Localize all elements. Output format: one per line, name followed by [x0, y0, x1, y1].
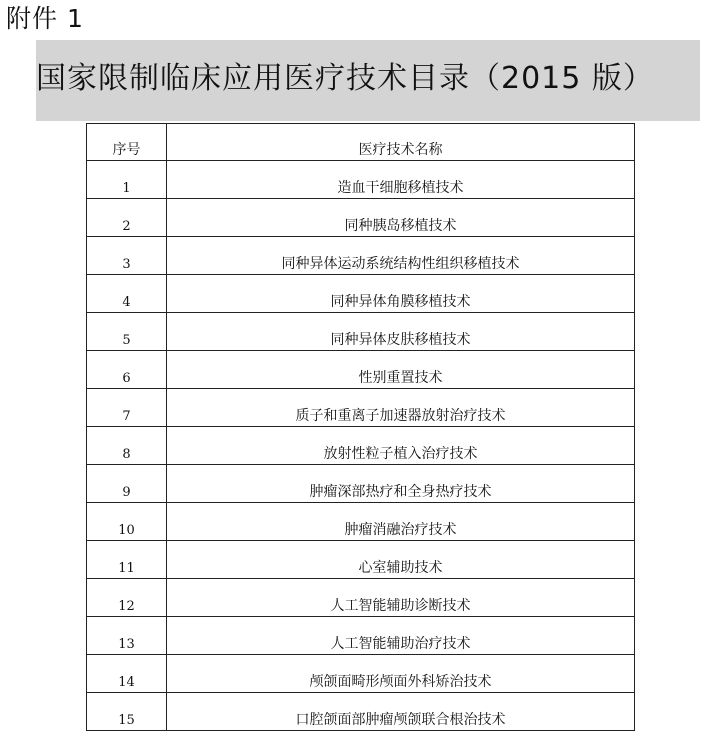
row-number: 10 — [87, 503, 167, 541]
row-technology-name: 颅颌面畸形颅面外科矫治技术 — [167, 655, 635, 693]
row-technology-name: 心室辅助技术 — [167, 541, 635, 579]
table-row — [87, 275, 635, 313]
row-technology-name: 性别重置技术 — [167, 351, 635, 389]
table-row — [87, 161, 635, 199]
table-row — [87, 199, 635, 237]
row-number: 13 — [87, 617, 167, 655]
table-row — [87, 351, 635, 389]
table-row — [87, 617, 635, 655]
row-number: 14 — [87, 655, 167, 693]
table-row — [87, 541, 635, 579]
table-row — [87, 237, 635, 275]
table-row — [87, 427, 635, 465]
attachment-label: 附件 1 — [6, 4, 84, 33]
row-number: 15 — [87, 693, 167, 731]
row-number: 3 — [87, 237, 167, 275]
row-number: 2 — [87, 199, 167, 237]
table-row — [87, 503, 635, 541]
row-technology-name: 造血干细胞移植技术 — [167, 161, 635, 199]
row-number: 5 — [87, 313, 167, 351]
document-title: 国家限制临床应用医疗技术目录（2015 版） — [36, 61, 654, 96]
table-row — [87, 389, 635, 427]
row-number: 11 — [87, 541, 167, 579]
row-technology-name: 肿瘤深部热疗和全身热疗技术 — [167, 465, 635, 503]
table-row — [87, 465, 635, 503]
technology-catalog-table — [86, 123, 635, 731]
header-serial-number: 序号 — [87, 124, 167, 161]
row-technology-name: 同种异体运动系统结构性组织移植技术 — [167, 237, 635, 275]
row-technology-name: 同种异体角膜移植技术 — [167, 275, 635, 313]
table-row — [87, 655, 635, 693]
row-technology-name: 人工智能辅助诊断技术 — [167, 579, 635, 617]
row-technology-name: 肿瘤消融治疗技术 — [167, 503, 635, 541]
table-row — [87, 313, 635, 351]
row-number: 1 — [87, 161, 167, 199]
row-number: 12 — [87, 579, 167, 617]
row-number: 8 — [87, 427, 167, 465]
row-number: 4 — [87, 275, 167, 313]
table-header-row — [87, 124, 635, 161]
row-number: 6 — [87, 351, 167, 389]
row-technology-name: 质子和重离子加速器放射治疗技术 — [167, 389, 635, 427]
row-technology-name: 同种异体皮肤移植技术 — [167, 313, 635, 351]
table-row — [87, 693, 635, 731]
row-number: 7 — [87, 389, 167, 427]
header-technology-name: 医疗技术名称 — [167, 124, 635, 161]
table-row — [87, 579, 635, 617]
row-number: 9 — [87, 465, 167, 503]
row-technology-name: 口腔颌面部肿瘤颅颌联合根治技术 — [167, 693, 635, 731]
row-technology-name: 放射性粒子植入治疗技术 — [167, 427, 635, 465]
row-technology-name: 人工智能辅助治疗技术 — [167, 617, 635, 655]
row-technology-name: 同种胰岛移植技术 — [167, 199, 635, 237]
